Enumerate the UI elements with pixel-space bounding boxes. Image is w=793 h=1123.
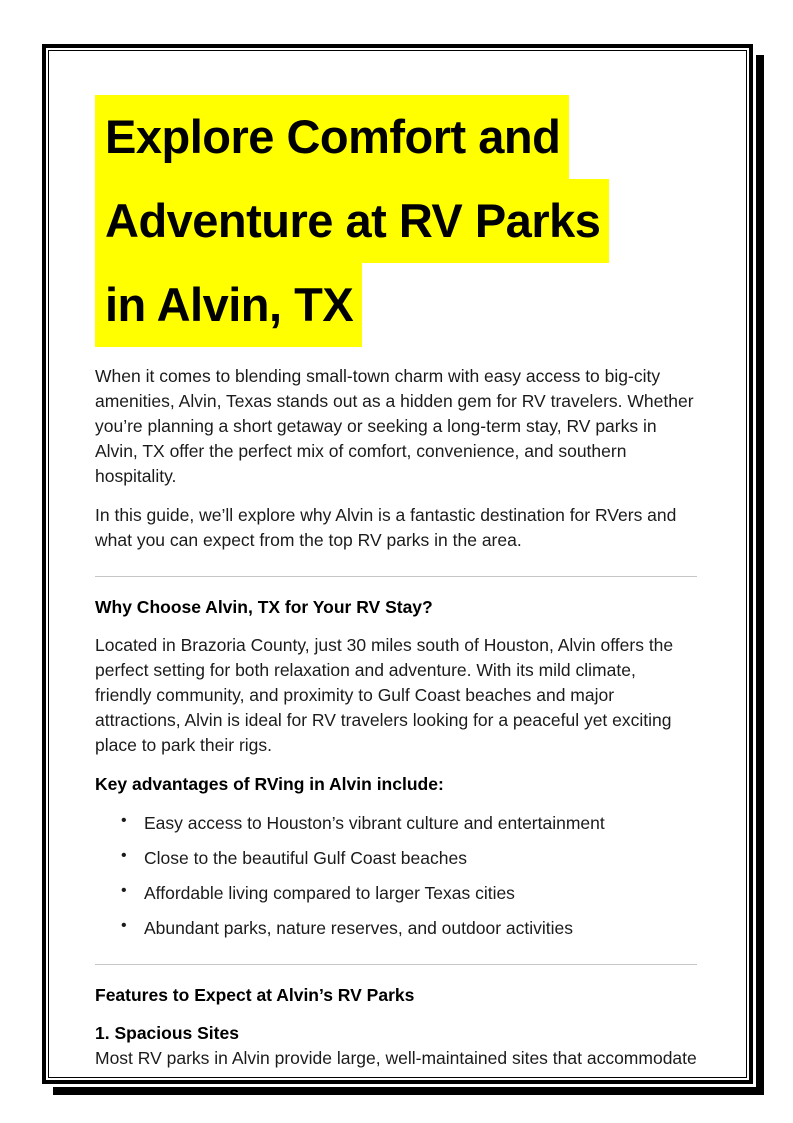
- title-highlight: Explore Comfort and: [95, 95, 569, 179]
- why-choose-heading: Why Choose Alvin, TX for Your RV Stay?: [95, 597, 433, 617]
- advantage-item: [121, 846, 697, 871]
- advantage-item: [121, 811, 697, 836]
- spacious-sites-paragraph: [95, 1021, 697, 1071]
- page-frame-inner: [48, 50, 747, 1078]
- bullet-icon: •: [121, 882, 127, 899]
- advantages-list: [95, 811, 697, 941]
- intro-paragraph-2: In this guide, we’ll explore why Alvin is a fantastic destination for RVers and what you can expect from the top RV parks in the area.: [95, 505, 677, 550]
- spacious-sites-title: 1. Spacious Sites: [95, 1023, 239, 1043]
- advantage-item: [121, 881, 697, 906]
- why-choose-body: Located in Brazoria County, just 30 miles south of Houston, Alvin offers the perfect setting for both relaxation and adventure. With its mild climate, friendly community, and proximity to Gulf Coast beaches and major attractions, Alvin is ideal for RV travelers looking for a peaceful yet exciting place to park their rigs.: [95, 635, 674, 755]
- bullet-icon: •: [121, 812, 127, 829]
- bullet-icon: •: [121, 917, 127, 934]
- title-highlight: Adventure at RV Parks: [95, 179, 609, 263]
- advantage-item-label: Affordable living compared to larger Texas cities: [144, 883, 515, 903]
- features-heading: Features to Expect at Alvin’s RV Parks: [95, 985, 415, 1005]
- advantage-item-label: Easy access to Houston’s vibrant culture and entertainment: [144, 813, 605, 833]
- title-line-3: [95, 263, 697, 347]
- advantage-item: [121, 916, 697, 941]
- title-highlight: in Alvin, TX: [95, 263, 362, 347]
- spacious-sites-body: Most RV parks in Alvin provide large, well-maintained sites that accommodate: [95, 1048, 697, 1068]
- section-divider: [95, 964, 697, 965]
- document-page: [42, 44, 753, 1084]
- intro-paragraph-1: When it comes to blending small-town charm with easy access to big-city amenities, Alvin, Texas stands out as a hidden gem for RV travelers. Whether you’re planning a short getaway or seeking a long-term stay, RV parks in Alvin, TX offer the perfect mix of comfort, convenience, and southern hospitality.: [95, 366, 694, 486]
- page-title: [95, 95, 697, 347]
- advantage-item-label: Abundant parks, nature reserves, and outdoor activities: [144, 918, 573, 938]
- key-advantages-heading: Key advantages of RVing in Alvin include:: [95, 774, 444, 794]
- bullet-icon: •: [121, 847, 127, 864]
- advantage-item-label: Close to the beautiful Gulf Coast beaches: [144, 848, 467, 868]
- section-divider: [95, 576, 697, 577]
- title-line-2: [95, 179, 697, 263]
- title-line-1: [95, 95, 697, 179]
